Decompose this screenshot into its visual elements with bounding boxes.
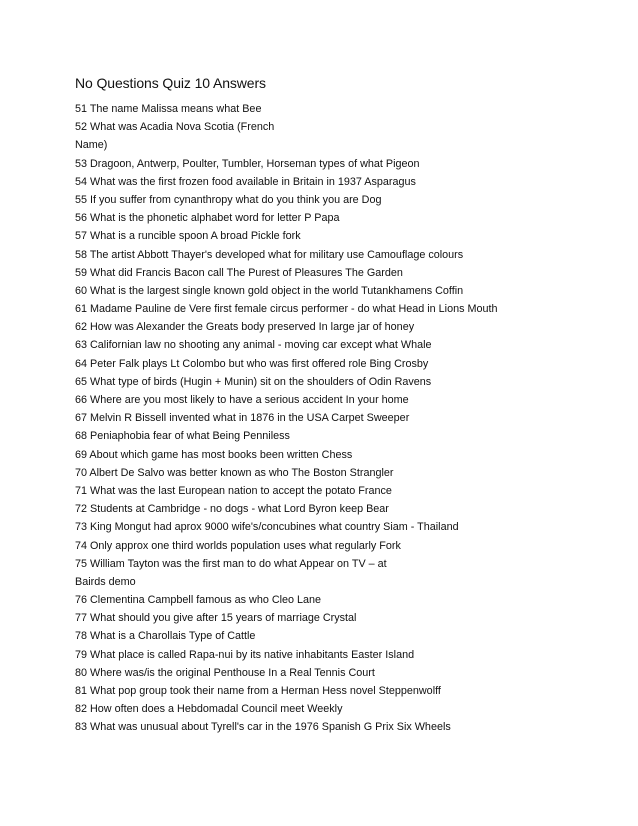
answer-line: 51 The name Malissa means what Bee	[75, 103, 262, 115]
answer-line: 70 Albert De Salvo was better known as who The Boston Strangler	[75, 466, 394, 479]
answer-line: 76 Clementina Campbell famous as who Cleo Lane	[75, 594, 322, 607]
answer-line: Name)	[75, 139, 108, 152]
answer-line: 71 What was the last European nation to accept the potato France	[75, 484, 392, 497]
answer-line: 63 Californian law no shooting any animal - moving car except what Whale	[75, 339, 432, 352]
answer-line: 53 Dragoon, Antwerp, Poulter, Tumbler, Horseman types of what Pigeon	[75, 157, 420, 170]
answer-line: 83 What was unusual about Tyrell's car in the 1976 Spanish G Prix Six Wheels	[75, 721, 451, 734]
answer-line: 61 Madame Pauline de Vere first female circus performer - do what Head in Lions Mouth	[75, 303, 498, 316]
answer-line: 82 How often does a Hebdomadal Council meet Weekly	[75, 703, 343, 716]
answer-line: 79 What place is called Rapa-nui by its native inhabitants Easter Island	[75, 648, 415, 661]
answer-line: 77 What should you give after 15 years of marriage Crystal	[75, 612, 357, 625]
answer-line: 75 William Tayton was the first man to do what Appear on TV – at	[75, 557, 387, 570]
answer-line: 78 What is a Charollais Type of Cattle	[75, 630, 256, 643]
answer-list	[75, 100, 615, 737]
answer-line: 64 Peter Falk plays Lt Colombo but who was first offered role Bing Crosby	[75, 357, 429, 370]
answer-line: 62 How was Alexander the Greats body preserved In large jar of honey	[75, 321, 415, 334]
answer-line: 80 Where was/is the original Penthouse In a Real Tennis Court	[75, 666, 375, 679]
document-title: No Questions Quiz 10 Answers	[75, 75, 266, 91]
answer-line: 52 What was Acadia Nova Scotia (French	[75, 121, 275, 134]
answer-line: 59 What did Francis Bacon call The Purest of Pleasures The Garden	[75, 266, 403, 279]
answer-line: 55 If you suffer from cynanthropy what do you think you are Dog	[75, 193, 382, 206]
answer-line: 73 King Mongut had aprox 9000 wife's/concubines what country Siam - Thailand	[75, 521, 459, 534]
answer-line: 57 What is a runcible spoon A broad Pickle fork	[75, 230, 301, 243]
answer-line: 58 The artist Abbott Thayer's developed what for military use Camouflage colours	[75, 248, 464, 261]
answer-line: 56 What is the phonetic alphabet word for letter P Papa	[75, 212, 340, 225]
answer-line: 69 About which game has most books been written Chess	[75, 448, 353, 461]
document-page	[75, 74, 615, 737]
answer-line: 81 What pop group took their name from a Herman Hess novel Steppenwolff	[75, 685, 441, 697]
answer-line: 68 Peniaphobia fear of what Being Penniless	[75, 430, 290, 443]
answer-line: 60 What is the largest single known gold object in the world Tutankhamens Coffin	[75, 284, 464, 297]
answer-line: 67 Melvin R Bissell invented what in 1876 in the USA Carpet Sweeper	[75, 412, 410, 425]
answer-line: 72 Students at Cambridge - no dogs - what Lord Byron keep Bear	[75, 503, 389, 516]
answer-line: 74 Only approx one third worlds population uses what regularly Fork	[75, 539, 401, 552]
answer-line: Bairds demo	[75, 575, 136, 588]
answer-line: 54 What was the first frozen food available in Britain in 1937 Asparagus	[75, 175, 416, 188]
answer-line: 66 Where are you most likely to have a serious accident In your home	[75, 394, 409, 406]
answer-line: 65 What type of birds (Hugin + Munin) sit on the shoulders of Odin Ravens	[75, 375, 432, 388]
